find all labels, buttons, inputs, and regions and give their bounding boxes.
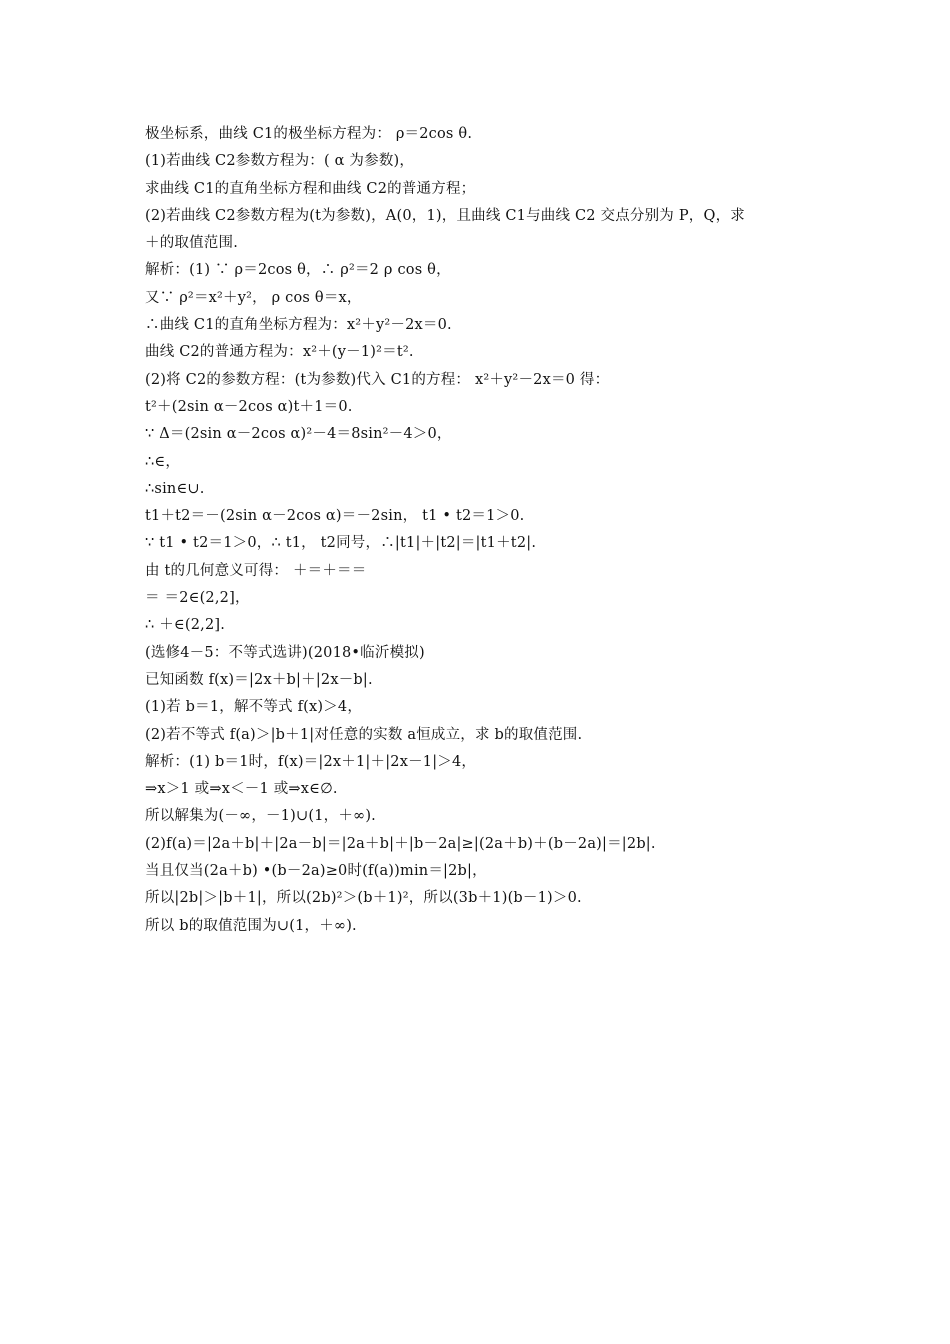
text-line: 由 t的几何意义可得： ＋＝＋＝＝ <box>145 562 367 579</box>
text-line: ∵ t1 • t2＝1＞0，∴ t1， t2同号，∴|t1|＋|t2|＝|t1＋t2|. <box>145 535 537 552</box>
text-line: (1)若 b＝1，解不等式 f(x)＞4， <box>145 699 363 716</box>
text-line: 解析：(1) b＝1时，f(x)＝|2x＋1|＋|2x－1|＞4， <box>145 753 477 770</box>
text-line: (选修4－5：不等式选讲)(2018•临沂模拟) <box>145 644 425 661</box>
text-line: ⇒x＞1 或⇒x＜－1 或⇒x∈∅. <box>145 781 338 798</box>
text-line: ∴ ＋∈(2,2]. <box>145 617 226 634</box>
text-line: ∵ Δ＝(2sin α－2cos α)²－4＝8sin²－4＞0， <box>145 426 452 443</box>
text-line: (1)若曲线 C2参数方程为：( α 为参数)， <box>145 153 415 170</box>
text-line: ∴曲线 C1的直角坐标方程为：x²＋y²－2x＝0. <box>145 317 452 334</box>
text-line: (2)f(a)＝|2a＋b|＋|2a－b|＝|2a＋b|＋|b－2a|≥|(2a＋b)＋(b－2a)|＝|2b|. <box>145 835 656 852</box>
text-line: 又∵ ρ²＝x²＋y²， ρ cos θ＝x， <box>145 289 362 306</box>
text-line: ＝ ＝2∈(2,2]， <box>145 590 250 607</box>
text-line: 所以 b的取值范围为∪(1，＋∞). <box>145 917 357 934</box>
text-line: (2)若曲线 C2参数方程为(t为参数)，A(0，1)，且曲线 C1与曲线 C2 交点分别为 P，Q，求 <box>145 207 745 224</box>
text-line: 极坐标系，曲线 C1的极坐标方程为： ρ＝2cos θ. <box>145 126 473 142</box>
text-line: 已知函数 f(x)＝|2x＋b|＋|2x－b|. <box>145 671 373 688</box>
text-line: ＋的取值范围. <box>145 235 239 252</box>
text-line: 所以|2b|＞|b＋1|，所以(2b)²＞(b＋1)²，所以(3b＋1)(b－1)＞0. <box>145 890 582 907</box>
text-line: ∴∈， <box>145 453 181 470</box>
text-line: 求曲线 C1的直角坐标方程和曲线 C2的普通方程； <box>145 180 476 197</box>
document-body <box>145 121 815 940</box>
text-line: (2)若不等式 f(a)＞|b＋1|对任意的实数 a恒成立，求 b的取值范围. <box>145 726 583 743</box>
text-line: 当且仅当(2a＋b) •(b－2a)≥0时(f(a))min＝|2b|， <box>145 863 487 880</box>
text-line: 解析：(1) ∵ ρ＝2cos θ，∴ ρ²＝2 ρ cos θ， <box>145 262 451 279</box>
text-line: 曲线 C2的普通方程为：x²＋(y－1)²＝t². <box>145 344 414 361</box>
text-line: t1＋t2＝－(2sin α－2cos α)＝－2sin， t1 • t2＝1＞0. <box>145 508 525 525</box>
text-line: 所以解集为(－∞，－1)∪(1，＋∞). <box>145 808 376 825</box>
text-line: t²＋(2sin α－2cos α)t＋1＝0. <box>145 398 353 415</box>
text-line: (2)将 C2的参数方程：(t为参数)代入 C1的方程： x²＋y²－2x＝0 得： <box>145 371 610 388</box>
text-line: ∴sin∈∪. <box>145 480 205 497</box>
